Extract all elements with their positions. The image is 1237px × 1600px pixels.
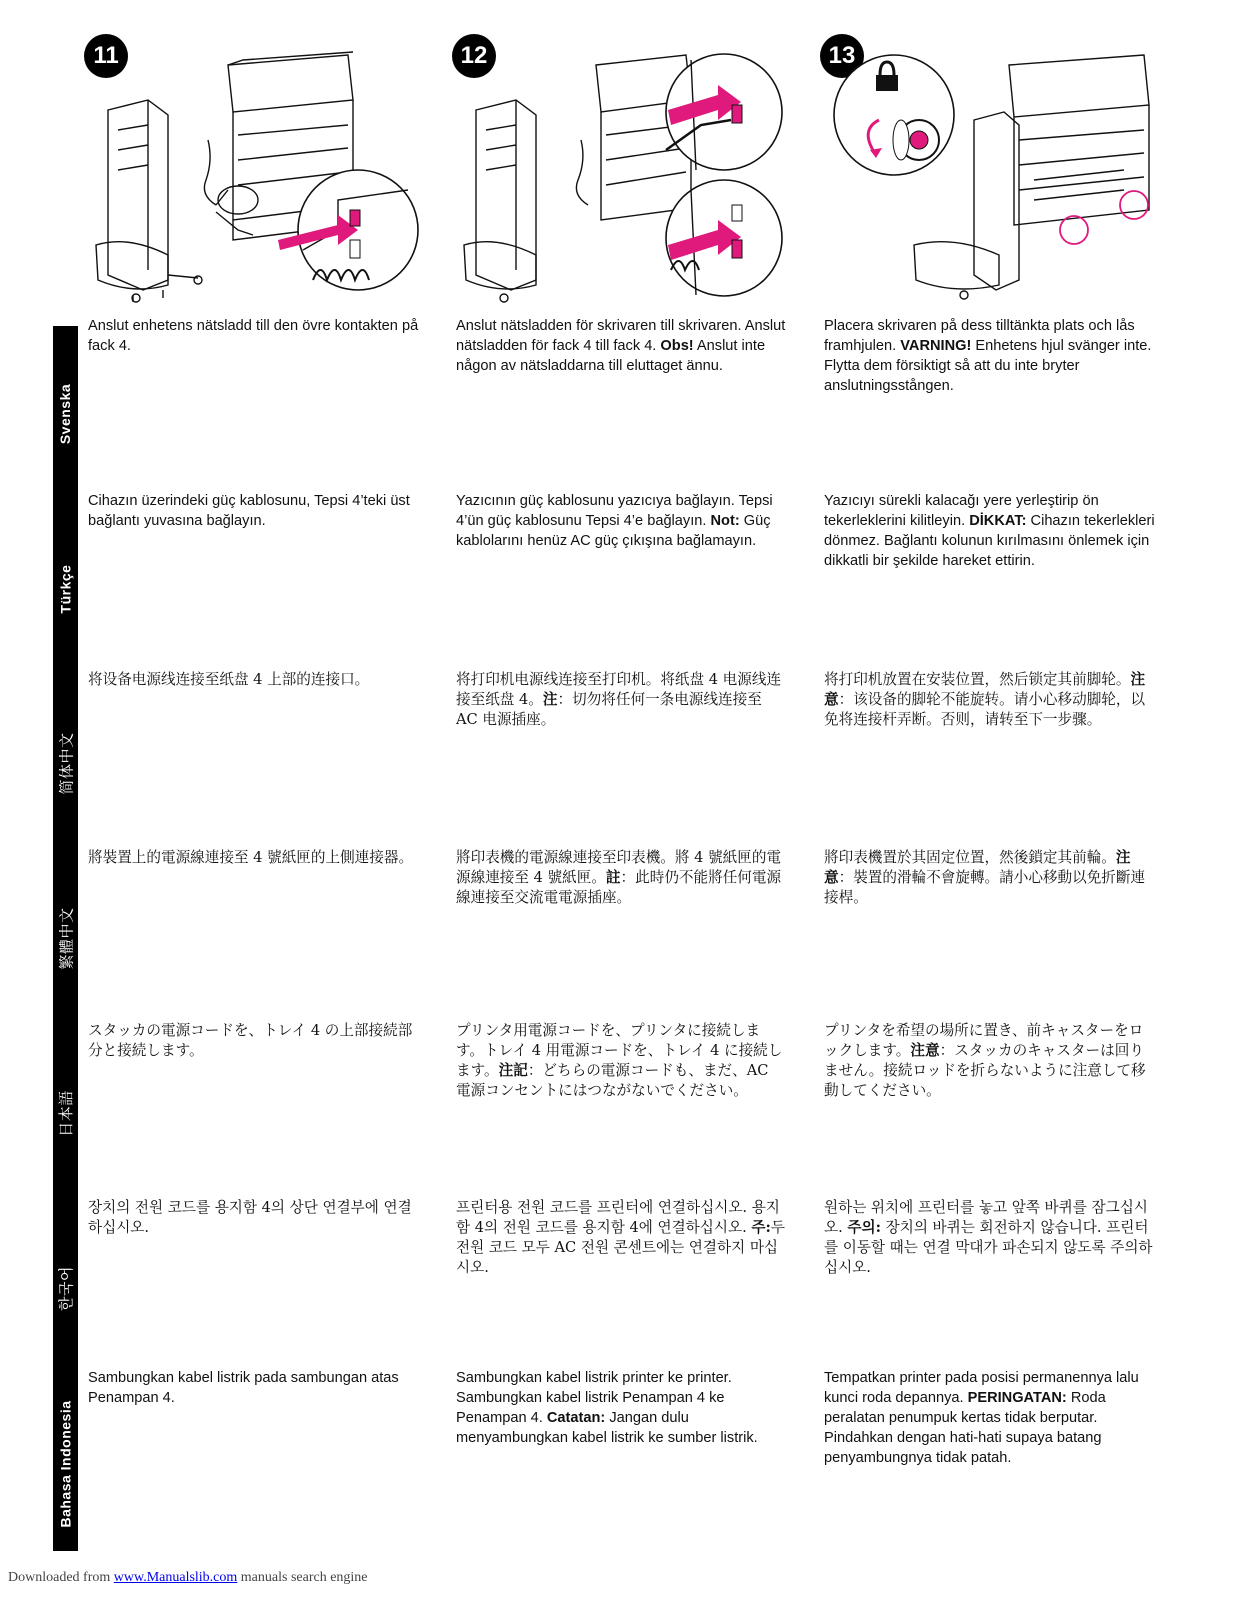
instruction-simplified-chinese-step-13: 将打印机放置在安装位置，然后锁定其前脚轮。注意：该设备的脚轮不能旋转。请小心移动脚轮，以免将连接杆弄断。否则，请转至下一步骤。 — [824, 671, 1146, 728]
instruction-korean-step-12: 프린터용 전원 코드를 프린터에 연결하십시오. 용지함 4의 전원 코드를 용지함 4에 연결하십시오. 주:두 전원 코드 모두 AC 전원 콘센트에는 연결하지 마십시오. — [456, 1199, 785, 1276]
instruction-svenska-step-12: Anslut nätsladden för skrivaren till skrivaren. Anslut nätsladden för fack 4 till fack 4. Obs! Anslut inte någon av nätsladdarna till eluttaget ännu. — [456, 318, 786, 374]
instruction-simplified-chinese-step-12: 将打印机电源线连接至打印机。将纸盘 4 电源线连接至纸盘 4。注：切勿将任何一条电源线连接至 AC 电源插座。 — [456, 671, 782, 728]
instruction-japanese-step-13: プリンタを希望の場所に置き、前キャスターをロックします。注意：スタッカのキャスターは回りません。接続ロッドを折らないように注意して移動してください。 — [824, 1022, 1146, 1099]
instruction-bahasa-indonesia-step-12: Sambungkan kabel listrik printer ke printer. Sambungkan kabel listrik Penampan 4 ke Penampan 4. Catatan: Jangan dulu menyambungkan kabel listrik ke sumber listrik. — [456, 1370, 758, 1446]
instruction-svenska-step-13: Placera skrivaren på dess tilltänkta plats och lås framhjulen. VARNING! Enhetens hjul svänger inte. Flytta dem försiktigt så att du inte bryter anslutningsstången. — [824, 318, 1152, 394]
instruction-bahasa-indonesia-step-11: Sambungkan kabel listrik pada sambungan atas Penampan 4. — [88, 1370, 399, 1406]
illustration-step-12 — [456, 40, 796, 305]
instruction-simplified-chinese-step-11: 将设备电源线连接至纸盘 4 上部的连接口。 — [88, 671, 370, 688]
footer-prefix: Downloaded from — [8, 1570, 114, 1585]
language-label-japanese: 日本語 — [57, 1090, 76, 1137]
instruction-korean-step-11: 장치의 전원 코드를 용지함 4의 상단 연결부에 연결하십시오. — [88, 1199, 412, 1236]
instruction-turkce-step-13: Yazıcıyı sürekli kalacağı yere yerleştirip ön tekerleklerini kilitleyin. DİKKAT: Cihazın tekerlekleri dönmez. Bağlantı kolunun kırılmasını önlemek için dikkatli bir şekilde hareket ettirin. — [824, 493, 1155, 569]
instruction-turkce-step-11: Cihazın üzerindeki güç kablosunu, Tepsi 4’teki üst bağlantı yuvasına bağlayın. — [88, 493, 410, 529]
instruction-japanese-step-11: スタッカの電源コードを、トレイ 4 の上部接続部分と接続します。 — [88, 1022, 413, 1059]
step-number-badge: 12 — [452, 34, 496, 78]
instruction-japanese-step-12: プリンタ用電源コードを、プリンタに接続します。トレイ 4 用電源コードを、トレイ 4 に接続します。注記：どちらの電源コードも、まだ、AC 電源コンセントにはつながないでください。 — [456, 1022, 783, 1099]
manualslib-link[interactable]: www.Manualslib.com — [113, 1570, 238, 1585]
instruction-traditional-chinese-step-11: 將裝置上的電源線連接至 4 號紙匣的上側連接器。 — [88, 849, 414, 866]
instruction-korean-step-13: 원하는 위치에 프린터를 놓고 앞쪽 바퀴를 잠그십시오. 주의: 장치의 바퀴는 회전하지 않습니다. 프린터를 이동할 때는 연결 막대가 파손되지 않도록 주의하십시오. — [824, 1199, 1153, 1276]
illustration-step-11 — [88, 40, 428, 305]
instruction-svenska-step-11: Anslut enhetens nätsladd till den övre kontakten på fack 4. — [88, 318, 419, 354]
illustration-step-13 — [824, 40, 1164, 305]
step-number-badge: 13 — [820, 34, 864, 78]
step-number-badge: 11 — [84, 34, 128, 78]
download-footer — [8, 1570, 368, 1586]
instruction-traditional-chinese-step-12: 將印表機的電源線連接至印表機。將 4 號紙匣的電源線連接至 4 號紙匣。註：此時仍不能將任何電源線連接至交流電電源插座。 — [456, 849, 782, 906]
language-label-turkce: Türkçe — [57, 564, 74, 613]
language-label-korean: 한국어 — [57, 1266, 76, 1311]
footer-suffix: manuals search engine — [237, 1570, 368, 1585]
language-label-simplified-chinese: 简体中文 — [57, 732, 76, 795]
language-label-traditional-chinese: 繁體中文 — [57, 907, 76, 970]
instruction-traditional-chinese-step-13: 將印表機置於其固定位置，然後鎖定其前輪。注意：裝置的滑輪不會旋轉。請小心移動以免折斷連接桿。 — [824, 849, 1146, 906]
language-label-svenska: Svenska — [57, 383, 74, 444]
language-label-bahasa-indonesia: Bahasa Indonesia — [57, 1399, 74, 1528]
instruction-turkce-step-12: Yazıcının güç kablosunu yazıcıya bağlayın. Tepsi 4’ün güç kablosunu Tepsi 4’e bağlayın. Not: Güç kablolarını henüz AC güç çıkışına bağlamayın. — [456, 493, 773, 549]
instruction-bahasa-indonesia-step-13: Tempatkan printer pada posisi permanennya lalu kunci roda depannya. PERINGATAN: Roda peralatan penumpuk kertas tidak berputar. Pindahkan dengan hati-hati supaya batang penyambungnya tidak patah. — [824, 1370, 1139, 1466]
